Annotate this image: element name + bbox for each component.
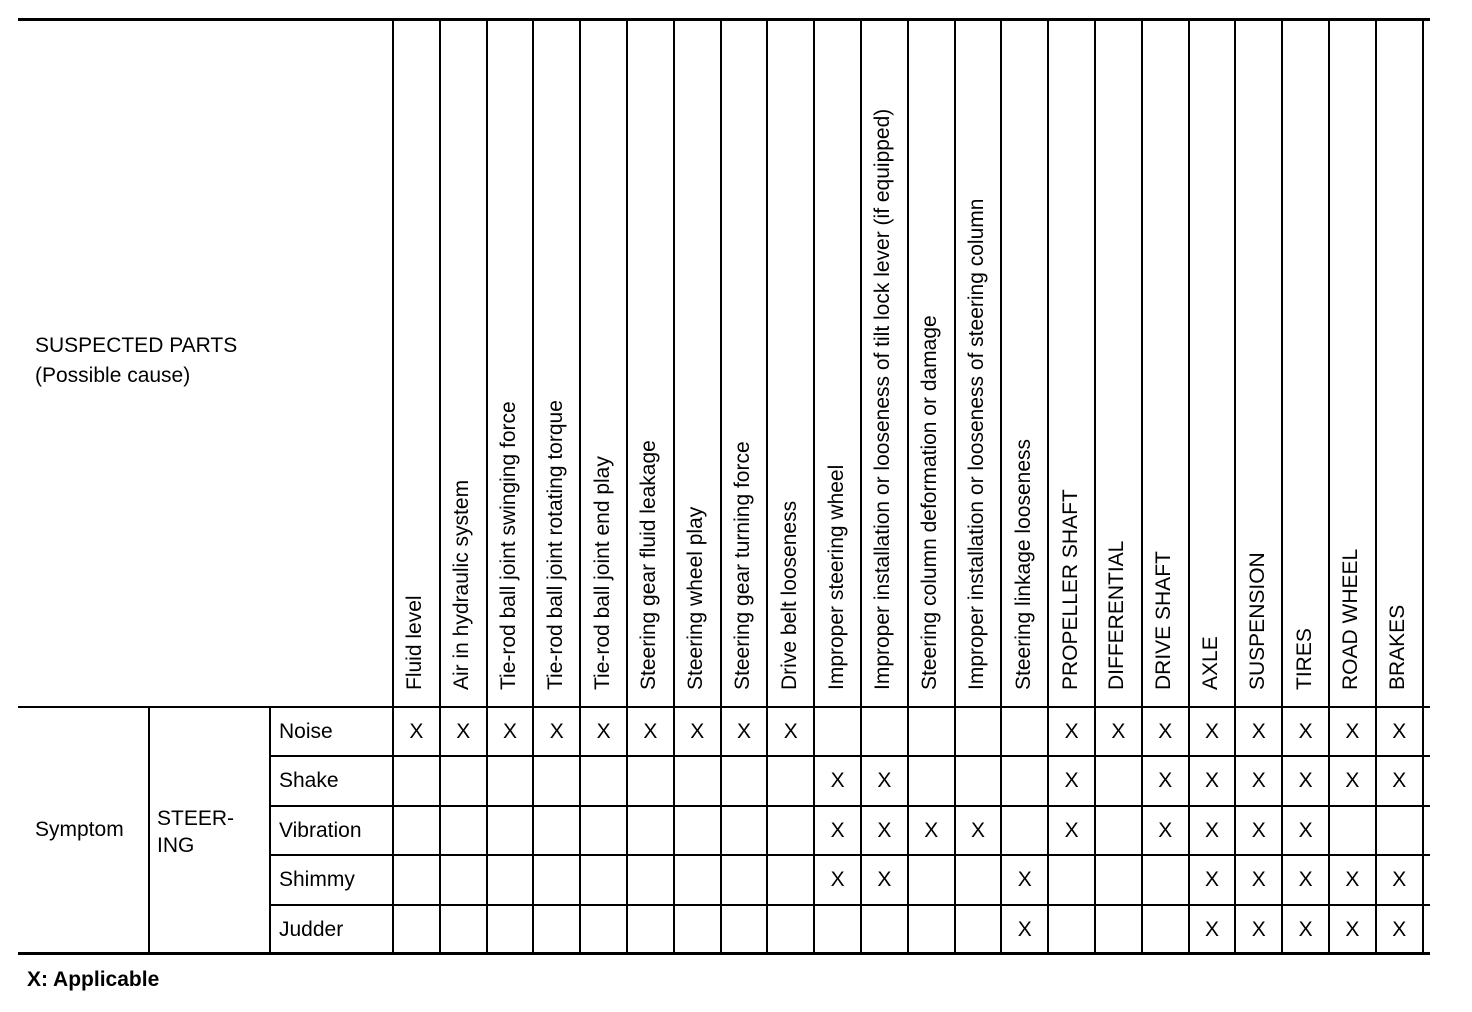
row-label: Vibration xyxy=(279,818,362,842)
applicable-mark: X xyxy=(1251,917,1266,941)
applicable-mark: X xyxy=(643,720,658,743)
applicable-mark: X xyxy=(877,769,892,793)
row-label: Shake xyxy=(279,769,339,793)
applicable-mark: X xyxy=(924,818,939,842)
applicable-mark: X xyxy=(1251,769,1266,793)
column-header: Tie-rod ball joint end play xyxy=(590,456,614,690)
applicable-mark: X xyxy=(596,720,611,743)
column-rule xyxy=(1422,18,1424,953)
column-rule xyxy=(1047,18,1049,953)
applicable-mark: X xyxy=(736,720,751,743)
column-header: ROAD WHEEL xyxy=(1339,548,1363,690)
column-rule xyxy=(1375,18,1377,953)
column-header: Improper installation or looseness of tilt lock lever (if equipped) xyxy=(871,108,895,690)
symptom-col-rule xyxy=(148,706,150,953)
column-header: AXLE xyxy=(1199,636,1222,690)
column-rule xyxy=(486,18,488,953)
column-rule xyxy=(1000,18,1002,953)
applicable-mark: X xyxy=(549,720,564,743)
column-header: Steering gear turning force xyxy=(731,441,754,690)
column-header: Fluid level xyxy=(403,595,427,690)
category-line-2: ING xyxy=(157,834,195,857)
column-rule xyxy=(1094,18,1096,953)
column-rule xyxy=(579,18,581,953)
applicable-mark: X xyxy=(1345,769,1360,793)
applicable-mark: X xyxy=(1064,720,1079,743)
column-header: SUSPENSION xyxy=(1245,552,1269,690)
column-header: Steering linkage looseness xyxy=(1011,439,1035,690)
row-rule xyxy=(270,805,1430,807)
column-header: Drive belt looseness xyxy=(777,500,801,690)
column-header: Tie-rod ball joint rotating torque xyxy=(543,400,567,690)
applicable-mark: X xyxy=(877,818,892,842)
column-rule xyxy=(1188,18,1190,953)
column-rule xyxy=(1141,18,1143,953)
column-header: BRAKES xyxy=(1386,604,1410,690)
applicable-mark: X xyxy=(456,720,471,743)
applicable-mark: X xyxy=(1345,917,1360,941)
applicable-mark: X xyxy=(830,769,845,793)
row-rule xyxy=(270,904,1430,906)
applicable-mark: X xyxy=(1298,818,1313,842)
column-rule xyxy=(860,18,862,953)
column-header: DRIVE SHAFT xyxy=(1152,551,1176,690)
applicable-mark: X xyxy=(1345,720,1360,743)
applicable-mark: X xyxy=(1345,868,1360,892)
column-header: Improper installation or looseness of steering column xyxy=(965,198,988,690)
symptom-label: Symptom xyxy=(35,818,124,841)
column-rule xyxy=(439,18,441,953)
column-rule xyxy=(1328,18,1330,953)
applicable-mark: X xyxy=(1158,720,1173,743)
applicable-mark: X xyxy=(1111,720,1126,743)
applicable-mark: X xyxy=(409,720,424,743)
applicable-mark: X xyxy=(1298,769,1313,793)
applicable-mark: X xyxy=(1017,868,1032,892)
column-header: Steering wheel play xyxy=(684,506,708,690)
applicable-mark: X xyxy=(830,868,845,892)
title-line-2: (Possible cause) xyxy=(35,364,191,387)
column-rule xyxy=(532,18,534,953)
column-rule xyxy=(392,18,394,953)
applicable-mark: X xyxy=(1158,769,1173,793)
applicable-mark: X xyxy=(1064,769,1079,793)
row-rule xyxy=(270,854,1430,856)
applicable-mark: X xyxy=(1392,720,1407,743)
applicable-mark: X xyxy=(830,818,845,842)
applicable-mark: X xyxy=(1392,917,1407,941)
applicable-mark: X xyxy=(783,720,798,743)
category-line-1: STEER- xyxy=(157,807,235,830)
column-header: Steering gear fluid leakage xyxy=(637,440,661,690)
applicable-mark: X xyxy=(1204,720,1219,743)
row-label: Noise xyxy=(279,720,333,743)
applicable-mark: X xyxy=(1204,818,1219,842)
applicable-mark: X xyxy=(1298,868,1313,892)
applicable-mark: X xyxy=(1204,917,1219,941)
category-label xyxy=(157,805,234,859)
applicable-mark: X xyxy=(502,720,517,743)
applicable-mark: X xyxy=(1298,917,1313,941)
column-rule xyxy=(626,18,628,953)
column-header: DIFFERENTIAL xyxy=(1105,540,1129,690)
row-label: Judder xyxy=(279,917,344,941)
column-rule xyxy=(954,18,956,953)
top-rule xyxy=(18,18,1430,21)
column-rule xyxy=(720,18,722,953)
applicable-mark: X xyxy=(877,868,892,892)
legend: X: Applicable xyxy=(27,968,160,991)
row-label: Shimmy xyxy=(279,868,355,892)
column-header: Tie-rod ball joint swinging force xyxy=(497,401,520,690)
column-rule xyxy=(766,18,768,953)
column-header: PROPELLER SHAFT xyxy=(1058,489,1082,690)
applicable-mark: X xyxy=(1298,720,1313,743)
column-header: TIRES xyxy=(1292,628,1316,690)
row-rule xyxy=(270,755,1430,757)
column-rule xyxy=(1281,18,1283,953)
applicable-mark: X xyxy=(690,720,705,743)
column-header: Improper steering wheel xyxy=(824,464,848,690)
header-rule xyxy=(18,706,1430,708)
column-rule xyxy=(813,18,815,953)
applicable-mark: X xyxy=(1392,769,1407,793)
applicable-mark: X xyxy=(1251,868,1266,892)
applicable-mark: X xyxy=(1251,818,1266,842)
table-title xyxy=(35,331,237,391)
applicable-mark: X xyxy=(1204,769,1219,793)
applicable-mark: X xyxy=(970,818,985,842)
column-header: Steering column deformation or damage xyxy=(918,315,942,690)
column-header: Air in hydraulic system xyxy=(450,479,474,690)
applicable-mark: X xyxy=(1392,868,1407,892)
applicable-mark: X xyxy=(1017,917,1032,941)
category-col-rule xyxy=(269,706,271,953)
title-line-1: SUSPECTED PARTS xyxy=(35,334,238,357)
applicable-mark: X xyxy=(1204,868,1219,892)
bottom-rule xyxy=(18,952,1430,955)
column-rule xyxy=(907,18,909,953)
column-rule xyxy=(673,18,675,953)
applicable-mark: X xyxy=(1064,818,1079,842)
applicable-mark: X xyxy=(1251,720,1266,743)
applicable-mark: X xyxy=(1158,818,1173,842)
column-rule xyxy=(1234,18,1236,953)
